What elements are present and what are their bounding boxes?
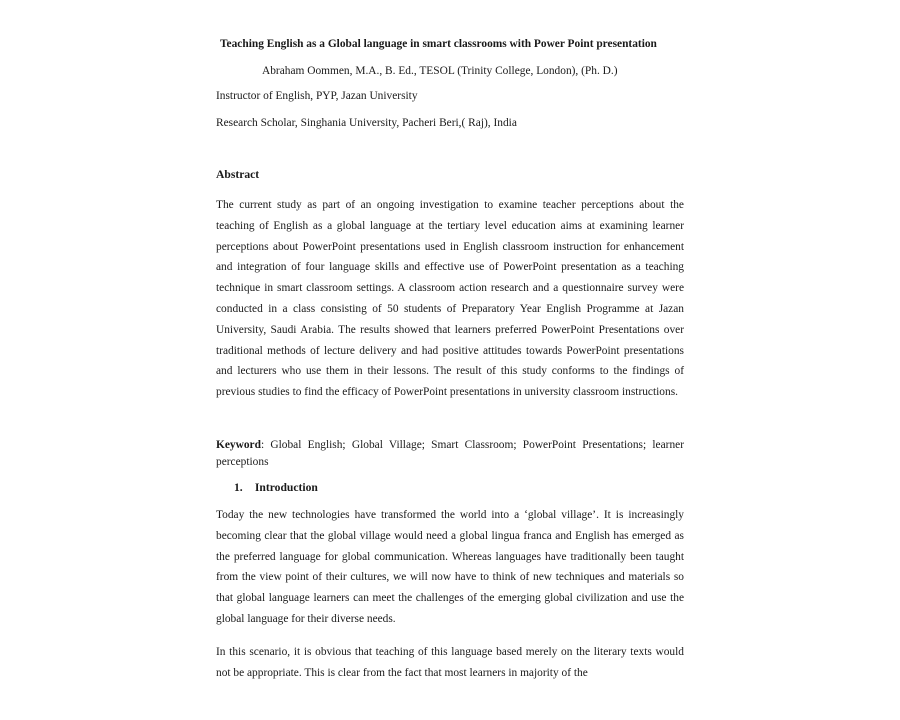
introduction-paragraph-2: In this scenario, it is obvious that teaching of this language based merely on the literary texts would not be appropriate. This is clear from the fact that most learners in majority of the (216, 646, 684, 679)
affiliation-instructor: Instructor of English, PYP, Jazan University (216, 90, 418, 102)
author-line: Abraham Oommen, M.A., B. Ed., TESOL (Trinity College, London), (Ph. D.) (262, 65, 618, 77)
introduction-paragraph-1: Today the new technologies have transformed the world into a ‘global village’. It is increasingly becoming clear that the global village would need a global lingua franca and English has emerged as the preferred language for global communication. Whereas languages have traditionally been taught from the view point of their cultures, we will now have to think of new techniques and materials so that global language learners can meet the challenges of the emerging global civilization and use the global language for their diverse needs. (216, 509, 684, 625)
keywords (216, 437, 684, 470)
abstract-heading: Abstract (216, 168, 260, 181)
section-number: 1. (234, 481, 243, 494)
affiliation-research: Research Scholar, Singhania University, Pacheri Beri,( Raj), India (216, 117, 517, 129)
keywords-label: Keyword (216, 439, 261, 451)
abstract-body: The current study as part of an ongoing investigation to examine teacher perceptions about the teaching of English as a global language at the tertiary level education aims at examining learner perceptions about PowerPoint presentations used in English classroom instruction for enhancement and integration of four language skills and effective use of PowerPoint presentation as a teaching technique in smart classroom settings. A classroom action research and a questionnaire survey were conducted in a class consisting of 50 students of Preparatory Year English Programme at Jazan University, Saudi Arabia. The results showed that learners preferred PowerPoint Presentations over traditional methods of lecture delivery and had positive attitudes towards PowerPoint presentations and lecturers who use them in their lessons. The result of this study conforms to the findings of previous studies to find the efficacy of PowerPoint presentations in university classroom instructions. (216, 199, 684, 399)
paper-title: Teaching English as a Global language in smart classrooms with Power Point presentation (220, 38, 657, 50)
section-heading-introduction (234, 481, 318, 494)
section-title: Introduction (254, 481, 318, 494)
keywords-text: : Global English; Global Village; Smart Classroom; PowerPoint Presentations; learner perceptions (216, 439, 684, 468)
